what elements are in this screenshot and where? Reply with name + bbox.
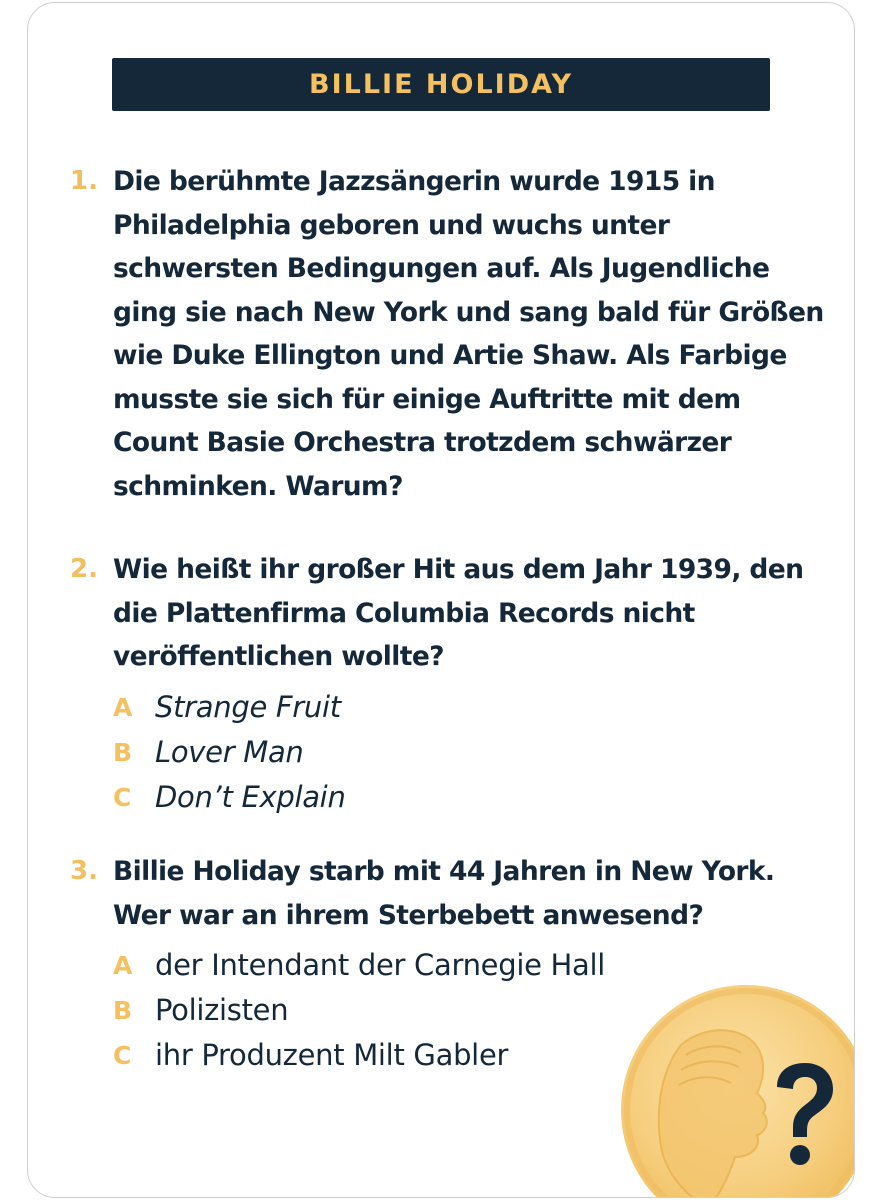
answer-list <box>113 685 833 820</box>
answer-text: der Intendant der Carnegie Hall <box>155 948 606 982</box>
answer-text: Strange Fruit <box>155 689 341 724</box>
question-text: Die berühmte Jazzsängerin wurde 1915 in Philadelphia geboren und wuchs unter schwersten Bedingungen auf. Als Jugendliche ging sie nach New York und sang bald für Größen wie Duke Ellington und Artie Shaw. Als Farbige musste sie sich für einige Auftritte mit dem Count Basie Orchestra trotzdem schwärzer schminken. Warum? <box>113 166 824 502</box>
question-2 <box>70 548 833 820</box>
answer-option-c <box>113 1033 833 1078</box>
answer-letter: B <box>113 737 132 767</box>
answer-option-b <box>113 988 833 1033</box>
question-3 <box>70 850 833 1078</box>
answer-text: Lover Man <box>155 734 304 769</box>
answer-letter: C <box>113 1041 132 1070</box>
answer-option-a <box>113 943 833 988</box>
answer-letter: C <box>113 782 132 812</box>
answer-option-a <box>113 685 833 730</box>
answer-letter: B <box>113 996 132 1025</box>
title-banner <box>112 58 770 111</box>
card-title: BILLIE HOLIDAY <box>309 69 573 100</box>
quiz-card <box>27 2 855 1198</box>
answer-text: Polizisten <box>155 993 289 1027</box>
answer-option-b <box>113 730 833 775</box>
answer-list <box>113 943 833 1078</box>
answer-text: Don’t Explain <box>155 779 346 814</box>
answer-option-c <box>113 775 833 820</box>
question-number: 3. <box>70 856 98 886</box>
question-number: 2. <box>70 554 98 584</box>
answer-letter: A <box>113 692 133 722</box>
answer-text: ihr Produzent Milt Gabler <box>155 1038 509 1072</box>
question-1 <box>70 160 833 508</box>
question-text: Wie heißt ihr großer Hit aus dem Jahr 1939, den die Plattenfirma Columbia Records nicht veröffentlichen wollte? <box>113 554 804 672</box>
question-text: Billie Holiday starb mit 44 Jahren in New York. Wer war an ihrem Sterbebett anwesend? <box>113 856 775 931</box>
answer-letter: A <box>113 951 133 980</box>
question-mark-dot <box>790 1145 810 1165</box>
question-number: 1. <box>70 166 98 196</box>
